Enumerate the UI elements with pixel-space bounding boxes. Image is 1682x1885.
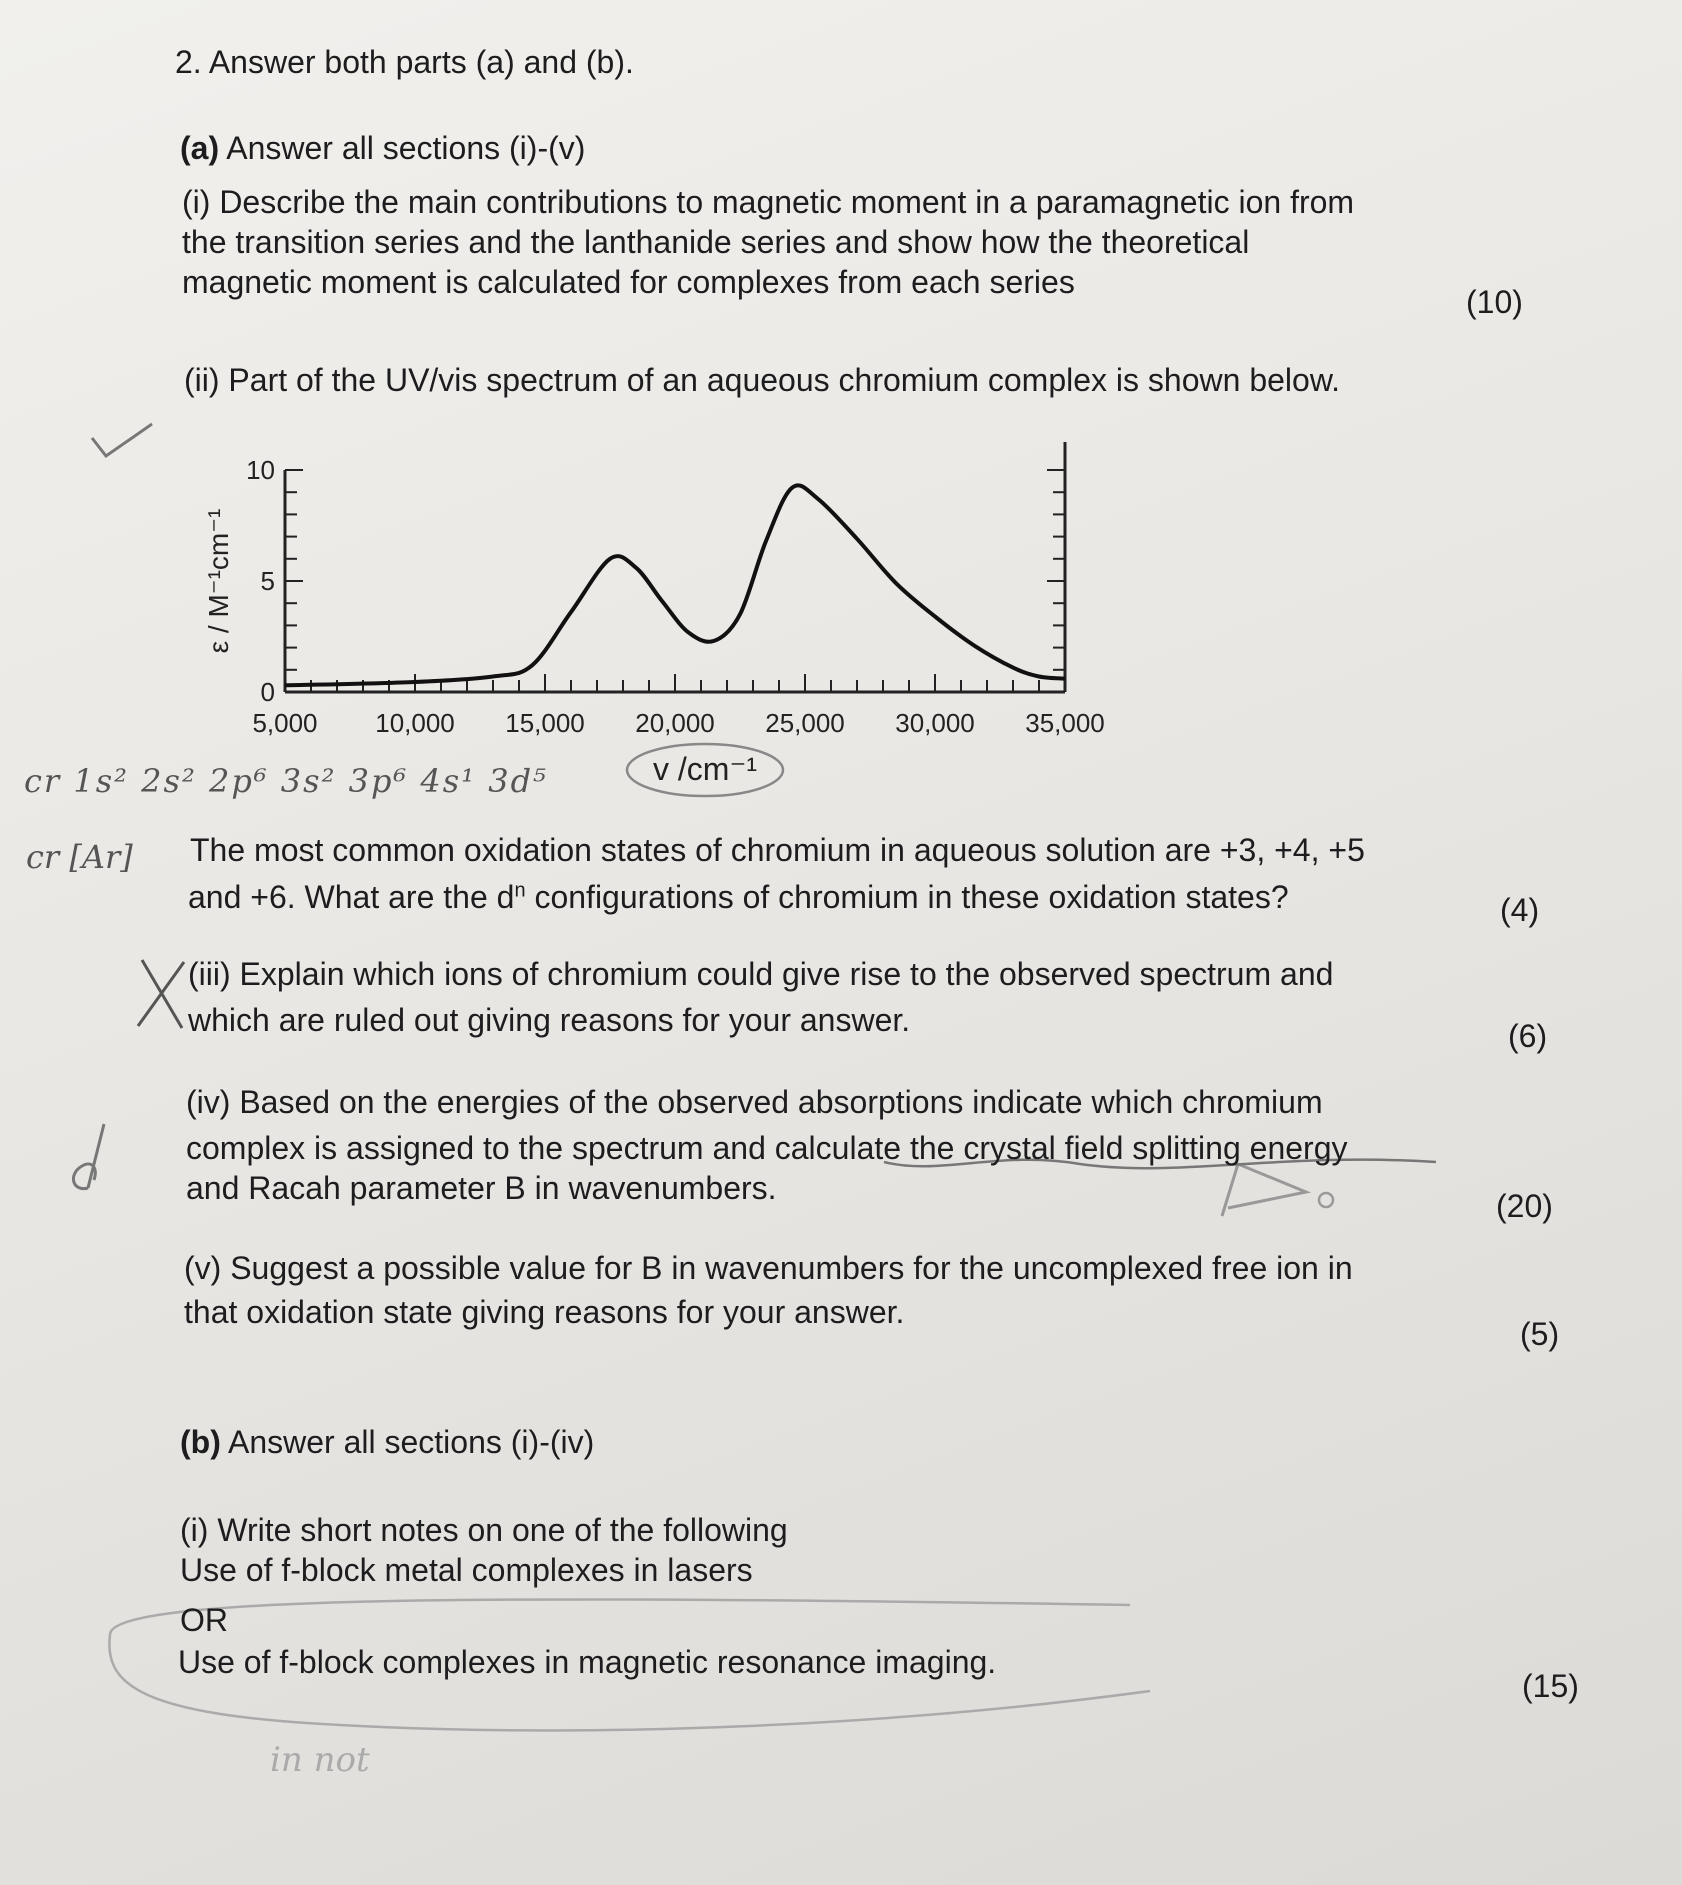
question-heading: 2. Answer both parts (a) and (b). bbox=[175, 44, 634, 80]
x-tick-label: 25,000 bbox=[765, 708, 845, 738]
y-tick-label: 10 bbox=[246, 455, 275, 485]
a-ii-line3-sup: n bbox=[514, 879, 526, 902]
a-v-line2: that oxidation state giving reasons for your answer. bbox=[184, 1294, 905, 1330]
a-iv-line1: (iv) Based on the energies of the observed absorptions indicate which chromium bbox=[186, 1084, 1323, 1120]
part-b-heading-text: Answer all sections (i)-(iv) bbox=[220, 1424, 595, 1460]
a-i-line1: (i) Describe the main contributions to magnetic moment in a paramagnetic ion from bbox=[182, 184, 1355, 220]
b-i-line3: OR bbox=[180, 1602, 228, 1638]
x-tick-label: 5,000 bbox=[252, 708, 318, 738]
b-i-line4: Use of f-block complexes in magnetic resonance imaging. bbox=[178, 1644, 997, 1680]
handwritten-bottom-note: in not bbox=[270, 1740, 370, 1780]
cross-mark-icon bbox=[132, 956, 192, 1032]
x-tick-label: 10,000 bbox=[375, 708, 455, 738]
b-i-marks: (15) bbox=[1522, 1668, 1579, 1704]
a-v-line1: (v) Suggest a possible value for B in wavenumbers for the uncomplexed free ion in bbox=[184, 1250, 1353, 1286]
y-axis-label: ε / M⁻¹cm⁻¹ bbox=[203, 508, 234, 654]
a-iv-line2: complex is assigned to the spectrum and calculate the crystal field splitting energy bbox=[186, 1130, 1348, 1166]
x-tick-label: 20,000 bbox=[635, 708, 715, 738]
a-v-marks: (5) bbox=[1520, 1316, 1560, 1352]
a-iv-line3: and Racah parameter B in wavenumbers. bbox=[186, 1170, 777, 1206]
b-i-line1: (i) Write short notes on one of the following bbox=[180, 1512, 788, 1548]
a-iv-marks: (20) bbox=[1496, 1188, 1553, 1224]
y-tick-label: 0 bbox=[260, 677, 275, 707]
a-i-line2: the transition series and the lanthanide series and show how the theoretical bbox=[182, 224, 1250, 260]
a-iii-marks: (6) bbox=[1508, 1018, 1548, 1054]
part-a-letter: (a) bbox=[180, 130, 220, 166]
a-i-marks: (10) bbox=[1466, 284, 1523, 320]
x-axis-label: v /cm⁻¹ bbox=[653, 751, 757, 787]
a-iii-line1: (iii) Explain which ions of chromium could give rise to the observed spectrum and bbox=[188, 956, 1334, 992]
part-b-heading bbox=[180, 1422, 594, 1462]
a-ii-line3 bbox=[188, 877, 1289, 917]
spectrum-line bbox=[285, 485, 1065, 685]
a-i-line3: magnetic moment is calculated for complexes from each series bbox=[182, 264, 1075, 300]
handwritten-electron-configuration: cr 1s² 2s² 2p⁶ 3s² 3p⁶ 4s¹ 3d⁵ bbox=[24, 762, 548, 800]
a-ii-line1: (ii) Part of the UV/vis spectrum of an aqueous chromium complex is shown below. bbox=[184, 362, 1341, 398]
x-tick-label: 30,000 bbox=[895, 708, 975, 738]
b-i-line2: Use of f-block metal complexes in lasers bbox=[180, 1552, 753, 1588]
d-letter-mark-icon bbox=[62, 1118, 122, 1198]
a-ii-marks: (4) bbox=[1500, 892, 1540, 928]
a-iii-line2: which are ruled out giving reasons for your answer. bbox=[188, 1002, 911, 1038]
a-ii-line2: The most common oxidation states of chromium in aqueous solution are +3, +4, +5 bbox=[190, 832, 1365, 868]
handwritten-ar-note: cr [Ar] bbox=[26, 838, 133, 876]
x-tick-label: 15,000 bbox=[505, 708, 585, 738]
a-ii-line3-pre: and +6. What are the d bbox=[188, 879, 515, 915]
a-ii-line3-post: configurations of chromium in these oxidation states? bbox=[525, 879, 1289, 915]
check-mark-icon bbox=[88, 420, 158, 460]
x-tick-label: 35,000 bbox=[1025, 708, 1105, 738]
part-a-heading-text: Answer all sections (i)-(v) bbox=[219, 130, 586, 166]
y-tick-label: 5 bbox=[260, 566, 275, 596]
part-b-letter: (b) bbox=[180, 1424, 221, 1460]
